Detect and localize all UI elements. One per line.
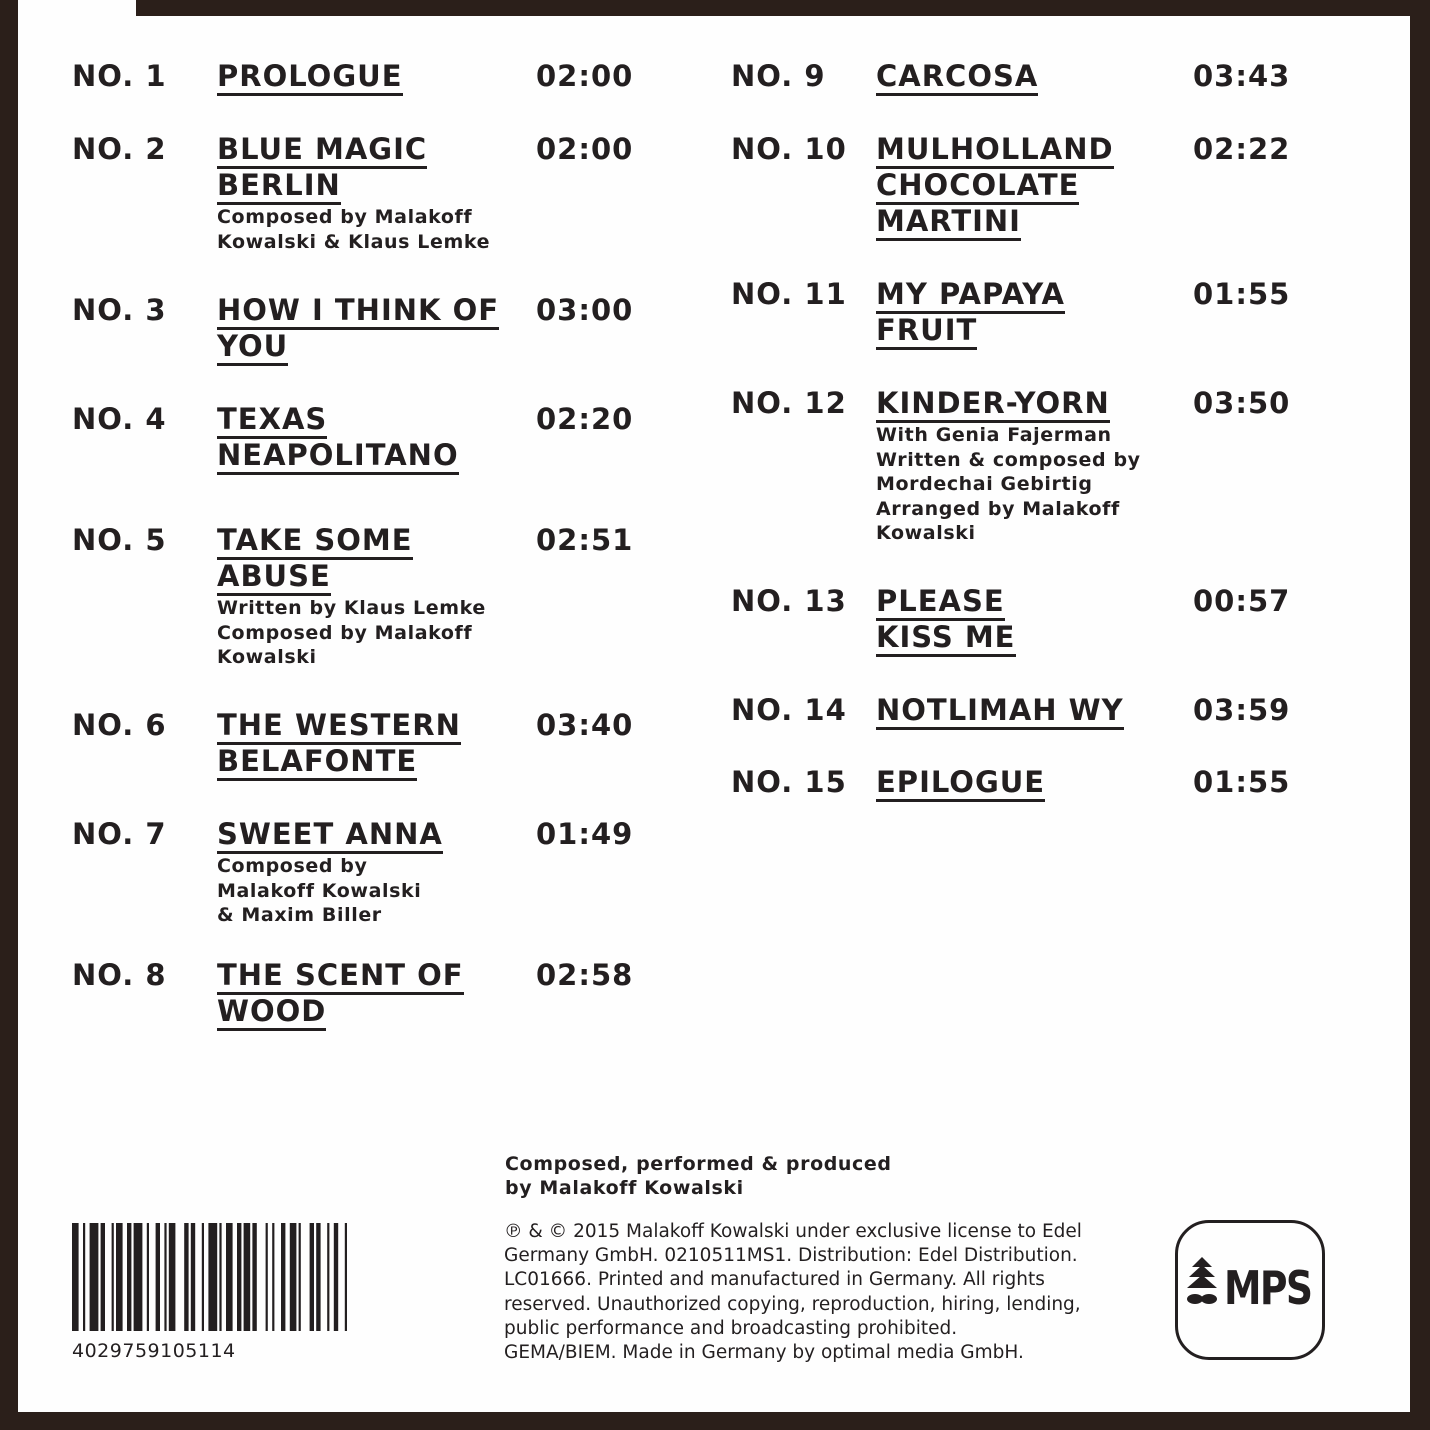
track-title-text: CARCOSA [876,59,1038,96]
track-title [876,276,1065,348]
track-duration: 03:43 [1193,59,1291,93]
barcode-bar [266,1223,268,1331]
barcode-number: 4029759105114 [72,1340,236,1362]
barcode-bar [272,1223,274,1331]
barcode-bar [208,1223,217,1331]
track-duration: 02:00 [536,59,634,93]
track-credit-line: Written by Klaus Lemke [217,597,486,619]
track-number: NO. 11 [731,277,847,311]
track-title-text: KINDER-YORN [876,386,1110,423]
track-title-line [217,58,403,94]
mps-tree-icon [1186,1255,1218,1311]
track-credits [217,596,486,670]
track-title [217,522,413,594]
track-duration: 03:40 [536,708,634,742]
barcode-bar [345,1223,347,1331]
barcode-bar [237,1223,241,1331]
track-credit-line: Composed by Malakoff [217,206,473,228]
track-title-line [217,292,499,328]
track-title-line [876,276,1065,312]
barcode-bar [316,1223,320,1331]
track-number: NO. 12 [731,386,847,420]
track-title-text: BLUE MAGIC [217,132,427,169]
barcode-bar [334,1223,338,1331]
track-title [217,58,403,94]
track-number: NO. 1 [72,59,167,93]
track-credit-line: Mordechai Gebirtig [876,473,1093,495]
legal-line: LC01666. Printed and manufactured in Germany. All rights [504,1269,1045,1291]
barcode-bar [164,1223,166,1331]
track-title-text: WOOD [217,994,326,1031]
track-duration: 01:55 [1193,277,1291,311]
track-title-text: BERLIN [217,168,341,205]
track-duration: 03:59 [1193,693,1291,727]
legal-line: Germany GmbH. 0210511MS1. Distribution: Edel Distribution. [504,1245,1078,1267]
track-title-line [217,993,464,1029]
track-duration: 02:00 [536,132,634,166]
barcode-bar [299,1223,301,1331]
legal-notice [504,1220,1144,1365]
barcode-bar [83,1223,85,1331]
frame-right-border [1410,0,1430,1430]
track-title-line [876,764,1045,800]
track-title-text: PROLOGUE [217,59,403,96]
track-duration: 01:55 [1193,765,1291,799]
track-credit-line: Malakoff Kowalski [217,879,422,902]
track-title-text: PLEASE [876,584,1005,621]
frame-bottom-border [0,1412,1430,1430]
track-credit-line: Composed by Malakoff [217,621,473,644]
track-title-line [876,131,1114,167]
track-number: NO. 3 [72,293,167,327]
track-credits [217,205,490,254]
track-credits [217,854,421,928]
track-title [217,292,499,364]
production-credit-line: by Malakoff Kowalski [505,1177,744,1199]
track-title [217,707,461,779]
track-title-text: THE WESTERN [217,708,461,745]
track-number: NO. 5 [72,523,167,557]
track-credits [876,423,1141,546]
mps-logo [1175,1220,1325,1360]
production-credit [505,1152,892,1200]
track-title-line [217,522,413,558]
track-title-text: THE SCENT OF [217,958,464,995]
barcode-bar [147,1223,149,1331]
track-credit-line: Kowalski & Klaus Lemke [217,230,491,253]
track-title-line [217,707,461,743]
track-title [217,131,427,203]
track-title-text: NEAPOLITANO [217,438,459,475]
track-title-text: MARTINI [876,204,1021,241]
frame-top-notch [18,0,136,16]
track-title-text: SWEET ANNA [217,817,443,854]
track-title-text: MY PAPAYA [876,277,1065,314]
track-duration: 01:49 [536,817,634,851]
track-title-line [876,385,1110,421]
track-title-line [876,312,1065,348]
barcode-bar [219,1223,221,1331]
legal-line: GEMA/BIEM. Made in Germany by optimal media GmbH. [504,1342,1024,1364]
track-title-text: MULHOLLAND [876,132,1114,169]
track-title-line [876,203,1114,239]
track-title-text: TEXAS [217,402,327,439]
barcode-bar [191,1223,195,1331]
barcode-bar [127,1223,131,1331]
barcode-bar [116,1223,123,1331]
track-title-line [876,167,1114,203]
track-title-text: BELAFONTE [217,744,417,781]
track-number: NO. 7 [72,817,167,851]
barcode-bar [169,1223,176,1331]
track-title-text: YOU [217,329,288,366]
track-title [876,692,1124,728]
track-number: NO. 8 [72,958,167,992]
track-title [217,401,459,473]
track-credit-line: & Maxim Biller [217,904,382,926]
track-duration: 02:20 [536,402,634,436]
track-title-line [876,583,1016,619]
track-credit-line: Arranged by Malakoff [876,497,1120,520]
track-number: NO. 4 [72,402,167,436]
barcode-bar [156,1223,160,1331]
track-title [217,816,443,852]
track-title-text: NOTLIMAH WY [876,693,1124,730]
track-title-line [217,957,464,993]
barcode [72,1223,436,1331]
legal-line: ℗ & © 2015 Malakoff Kowalski under exclusive license to Edel [504,1221,1082,1242]
track-credit-line: Kowalski [217,646,317,668]
barcode-bar [252,1223,256,1331]
track-title [217,957,464,1029]
barcode-bar [112,1223,114,1331]
track-duration: 03:00 [536,293,634,327]
barcode-bar [101,1223,105,1331]
track-credit-line: Written & composed by [876,448,1141,471]
barcode-bar [327,1223,329,1331]
barcode-bar [281,1223,285,1331]
track-title-line [217,328,499,364]
track-number: NO. 10 [731,132,847,166]
track-duration: 02:51 [536,523,634,557]
track-title-line [876,692,1124,728]
track-title-line [217,743,461,779]
track-title-line [217,401,459,437]
track-number: NO. 13 [731,584,847,618]
barcode-bar [90,1223,99,1331]
track-title-text: KISS ME [876,620,1016,657]
track-title-text: CHOCOLATE [876,168,1079,205]
barcode-bar [226,1223,233,1331]
legal-line: public performance and broadcasting prohibited. [504,1317,958,1339]
track-title-text: HOW I THINK OF [217,293,499,330]
track-number: NO. 15 [731,765,847,799]
track-duration: 02:22 [1193,132,1291,166]
track-title [876,58,1038,94]
track-number: NO. 2 [72,132,167,166]
track-title-line [217,437,459,473]
track-title-line [876,619,1016,655]
frame-top-border [0,0,1430,16]
track-credit-line: With Genia Fajerman [876,424,1112,446]
barcode-bar [134,1223,143,1331]
barcode-bar [244,1223,251,1331]
track-title [876,764,1045,800]
barcode-bar [184,1223,188,1331]
track-number: NO. 6 [72,708,167,742]
track-duration: 00:57 [1193,584,1291,618]
production-credit-line: Composed, performed & produced [505,1153,892,1175]
legal-line: reserved. Unauthorized copying, reproduction, hiring, lending, [504,1293,1081,1315]
track-title [876,385,1110,421]
track-credit-line: Composed by [217,855,368,877]
track-title-text: ABUSE [217,559,331,596]
barcode-bar [72,1223,79,1331]
track-title-text: TAKE SOME [217,523,413,560]
barcode-bar [290,1223,297,1331]
track-title-line [217,816,443,852]
track-title [876,131,1114,239]
mps-logo-text: MPS [1224,1261,1312,1315]
track-title-text: FRUIT [876,313,977,350]
track-number: NO. 14 [731,693,847,727]
track-duration: 02:58 [536,958,634,992]
track-credit-line: Kowalski [876,522,976,544]
track-number: NO. 9 [731,59,826,93]
barcode-bar [202,1223,204,1331]
track-title [876,583,1016,655]
barcode-bar [310,1223,314,1331]
track-title-line [217,558,413,594]
track-title-text: EPILOGUE [876,765,1045,802]
frame-left-border [0,0,18,1430]
track-title-line [217,167,427,203]
track-duration: 03:50 [1193,386,1291,420]
track-title-line [876,58,1038,94]
track-title-line [217,131,427,167]
